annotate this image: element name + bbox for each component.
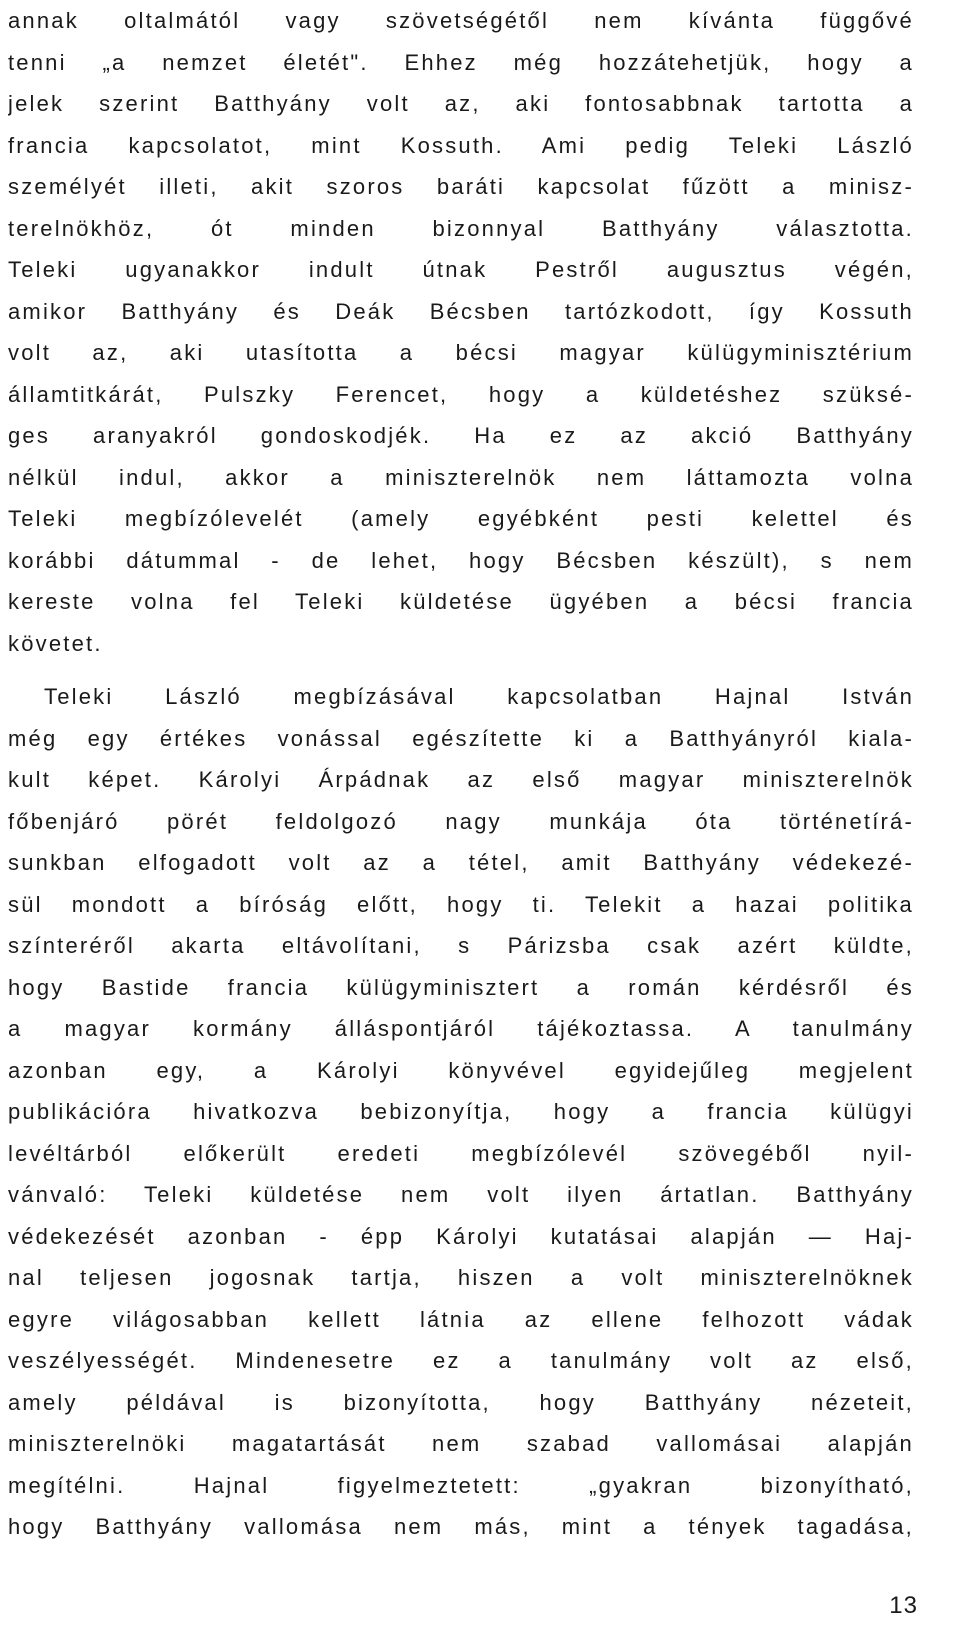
text-line: követet. bbox=[8, 630, 103, 656]
text-line: védekezését azonban - épp Károlyi kutatásai alapján — Haj- bbox=[8, 1223, 914, 1249]
text-line: vánvaló: Teleki küldetése nem volt ilyen ártatlan. Batthyány bbox=[8, 1182, 914, 1207]
text-line: egyre világosabban kellett látnia az ellene felhozott vádak bbox=[8, 1306, 914, 1332]
text-line: volt az, aki utasította a bécsi magyar külügyminisztérium bbox=[8, 340, 914, 365]
text-line: hogy Batthyány vallomása nem más, mint a tények tagadása, bbox=[8, 1514, 914, 1539]
text-line: államtitkárát, Pulszky Ferencet, hogy a küldetéshez szüksé- bbox=[8, 381, 914, 407]
paragraph-gap bbox=[8, 664, 914, 676]
text-line: a magyar kormány álláspontjáról tájékoztassa. A tanulmány bbox=[8, 1016, 914, 1041]
text-line: levéltárból előkerült eredeti megbízólevél szövegéből nyil- bbox=[8, 1140, 914, 1166]
text-line: nal teljesen jogosnak tartja, hiszen a volt miniszterelnöknek bbox=[8, 1265, 914, 1290]
text-line: publikációra hivatkozva bebizonyítja, hogy a francia külügyi bbox=[8, 1099, 914, 1124]
text-line: amikor Batthyány és Deák Bécsben tartózkodott, így Kossuth bbox=[8, 298, 914, 324]
text-line: még egy értékes vonással egészítette ki a Batthyányról kiala- bbox=[8, 725, 914, 751]
text-line: amely példával is bizonyította, hogy Batthyány nézeteit, bbox=[8, 1389, 914, 1415]
text-line: miniszterelnöki magatartását nem szabad vallomásai alapján bbox=[8, 1431, 914, 1456]
text-line: jelek szerint Batthyány volt az, aki fontosabbnak tartotta a bbox=[8, 91, 914, 116]
text-line: főbenjáró pörét feldolgozó nagy munkája óta történetírá- bbox=[8, 808, 914, 834]
text-line: azonban egy, a Károlyi könyvével egyidejűleg megjelent bbox=[8, 1057, 914, 1083]
text-line: személyét illeti, akit szoros baráti kapcsolat fűzött a minisz- bbox=[8, 174, 914, 199]
text-line: tenni „a nemzet életét". Ehhez még hozzátehetjük, hogy a bbox=[8, 49, 914, 75]
body-text bbox=[8, 0, 914, 1548]
text-line: annak oltalmától vagy szövetségétől nem kívánta függővé bbox=[8, 8, 914, 33]
page-number: 13 bbox=[889, 1592, 918, 1619]
text-line: terelnökhöz, ót minden bizonnyal Batthyány választotta. bbox=[8, 215, 914, 241]
text-line: korábbi dátummal - de lehet, hogy Bécsben készült), s nem bbox=[8, 547, 914, 573]
text-line: sunkban elfogadott volt az a tétel, amit Batthyány védekezé- bbox=[8, 850, 914, 875]
text-line: francia kapcsolatot, mint Kossuth. Ami pedig Teleki László bbox=[8, 132, 914, 158]
text-line: kult képet. Károlyi Árpádnak az első magyar miniszterelnök bbox=[8, 767, 914, 792]
text-line: Teleki László megbízásával kapcsolatban Hajnal István bbox=[44, 684, 914, 709]
text-line: ges aranyakról gondoskodjék. Ha ez az akció Batthyány bbox=[8, 423, 914, 448]
text-line: hogy Bastide francia külügyminisztert a román kérdésről és bbox=[8, 974, 914, 1000]
text-line: sül mondott a bíróság előtt, hogy ti. Telekit a hazai politika bbox=[8, 891, 914, 917]
text-line: nélkül indul, akkor a miniszterelnök nem láttamozta volna bbox=[8, 464, 914, 490]
text-line: megítélni. Hajnal figyelmeztetett: „gyakran bizonyítható, bbox=[8, 1472, 914, 1498]
text-line: Teleki megbízólevelét (amely egyébként pesti kelettel és bbox=[8, 506, 914, 531]
text-line: Teleki ugyanakkor indult útnak Pestről augusztus végén, bbox=[8, 257, 914, 282]
text-line: színteréről akarta eltávolítani, s Párizsba csak azért küldte, bbox=[8, 933, 914, 958]
text-line: kereste volna fel Teleki küldetése ügyében a bécsi francia bbox=[8, 589, 914, 614]
text-line: veszélyességét. Mindenesetre ez a tanulmány volt az első, bbox=[8, 1348, 914, 1373]
